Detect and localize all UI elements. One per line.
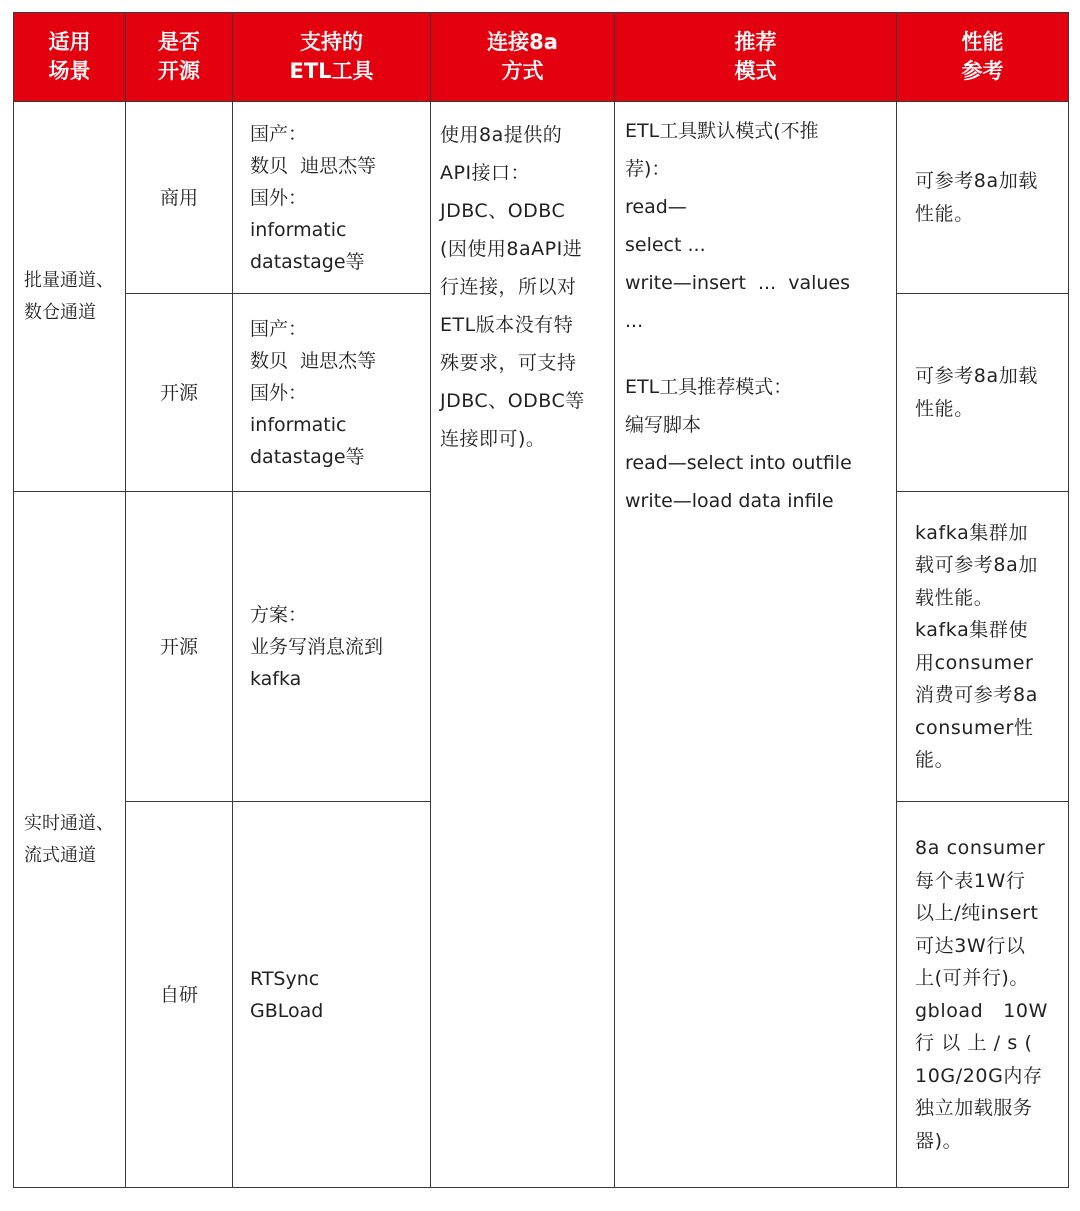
performance-cell: 可参考8a加载 性能。 xyxy=(897,102,1069,294)
source-type: 开源 xyxy=(126,294,233,492)
performance-cell: 8a consumer 每个表1W行 以上/纯insert 可达3W行以 上(可并行)。 gbload 10W 行 以 上 / s ( 10G/20G内存 独立加载服务 器)。 xyxy=(897,802,1069,1188)
header-performance: 性能 参考 xyxy=(897,13,1069,102)
header-scenario: 适用 场景 xyxy=(14,13,126,102)
recommended-mode-cell: ETL工具默认模式(不推 荐)： read— select ... write—insert ... values ... ETL工具推荐模式： 编写脚本 read—select into outfile write—load data infile xyxy=(615,102,897,1188)
table-row xyxy=(14,102,1069,294)
performance-cell: kafka集群加 载可参考8a加 载性能。 kafka集群使 用consumer 消费可参考8a consumer性 能。 xyxy=(897,492,1069,802)
performance-cell: 可参考8a加载 性能。 xyxy=(897,294,1069,492)
header-recommended-mode: 推荐 模式 xyxy=(615,13,897,102)
scenario-realtime: 实时通道、 流式通道 xyxy=(14,492,126,1188)
scenario-batch: 批量通道、 数仓通道 xyxy=(14,102,126,492)
source-type: 开源 xyxy=(126,492,233,802)
header-open-source: 是否 开源 xyxy=(126,13,233,102)
etl-comparison-table xyxy=(13,12,1069,1188)
etl-tools-cell: 方案： 业务写消息流到 kafka xyxy=(233,492,431,802)
header-connection: 连接8a 方式 xyxy=(431,13,615,102)
table-header-row xyxy=(14,13,1069,102)
etl-tools-cell: 国产： 数贝 迪思杰等 国外： informatic datastage等 xyxy=(233,102,431,294)
header-etl-tools: 支持的 ETL工具 xyxy=(233,13,431,102)
source-type: 自研 xyxy=(126,802,233,1188)
source-type: 商用 xyxy=(126,102,233,294)
etl-tools-cell: 国产： 数贝 迪思杰等 国外： informatic datastage等 xyxy=(233,294,431,492)
etl-tools-cell: RTSync GBLoad xyxy=(233,802,431,1188)
connection-method-cell: 使用8a提供的 API接口： JDBC、ODBC (因使用8aAPI进 行连接，所以对 ETL版本没有特 殊要求，可支持 JDBC、ODBC等 连接即可)。 xyxy=(431,102,615,1188)
